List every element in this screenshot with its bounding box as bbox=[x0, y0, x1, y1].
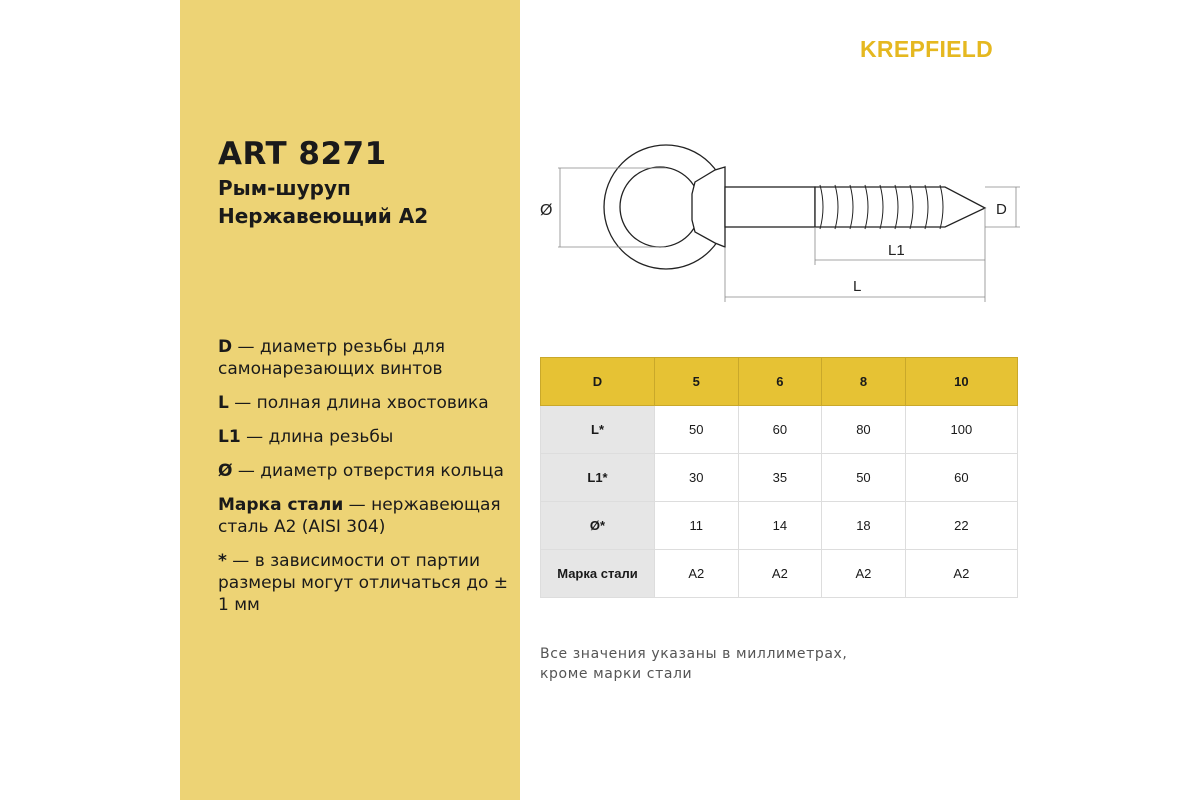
definition-item: * — в зависимости от партии размеры могут отличаться до ± 1 мм bbox=[218, 551, 509, 615]
table-row: L1* 30 35 50 60 bbox=[541, 454, 1018, 502]
subtitle-line: Рым-шуруп bbox=[218, 176, 351, 200]
l1-label: L1 bbox=[888, 242, 905, 259]
units-note: Все значения указаны в миллиметрах, кроме марки стали bbox=[540, 646, 848, 682]
definition-item: D — диаметр резьбы для самонарезающих винтов bbox=[218, 337, 445, 379]
product-title: ART 8271 bbox=[218, 136, 387, 172]
definitions-list bbox=[218, 336, 518, 628]
definition-item: L1 — длина резьбы bbox=[218, 427, 394, 447]
l-label: L bbox=[853, 278, 862, 295]
definition-item: Ø — диаметр отверстия кольца bbox=[218, 461, 504, 481]
product-subtitle bbox=[218, 174, 428, 230]
brand-logo: KREPFIELD bbox=[860, 36, 994, 62]
table-row: Ø* 11 14 18 22 bbox=[541, 502, 1018, 550]
table-header-row: D 5 6 8 10 bbox=[541, 358, 1018, 406]
dimensions-table bbox=[540, 357, 1018, 598]
subtitle-line: Нержавеющий А2 bbox=[218, 204, 429, 228]
table-row: L* 50 60 80 100 bbox=[541, 406, 1018, 454]
ring-inner bbox=[620, 167, 700, 247]
table-row: Марка стали A2 A2 A2 A2 bbox=[541, 550, 1018, 598]
diameter-label: Ø bbox=[540, 202, 553, 219]
d-label: D bbox=[996, 201, 1007, 218]
definition-item: Марка стали — нержавеющая сталь А2 (AISI 304) bbox=[218, 495, 501, 537]
definition-item: L — полная длина хвостовика bbox=[218, 393, 489, 413]
shank bbox=[725, 187, 815, 227]
eye-screw-drawing bbox=[530, 130, 1030, 310]
